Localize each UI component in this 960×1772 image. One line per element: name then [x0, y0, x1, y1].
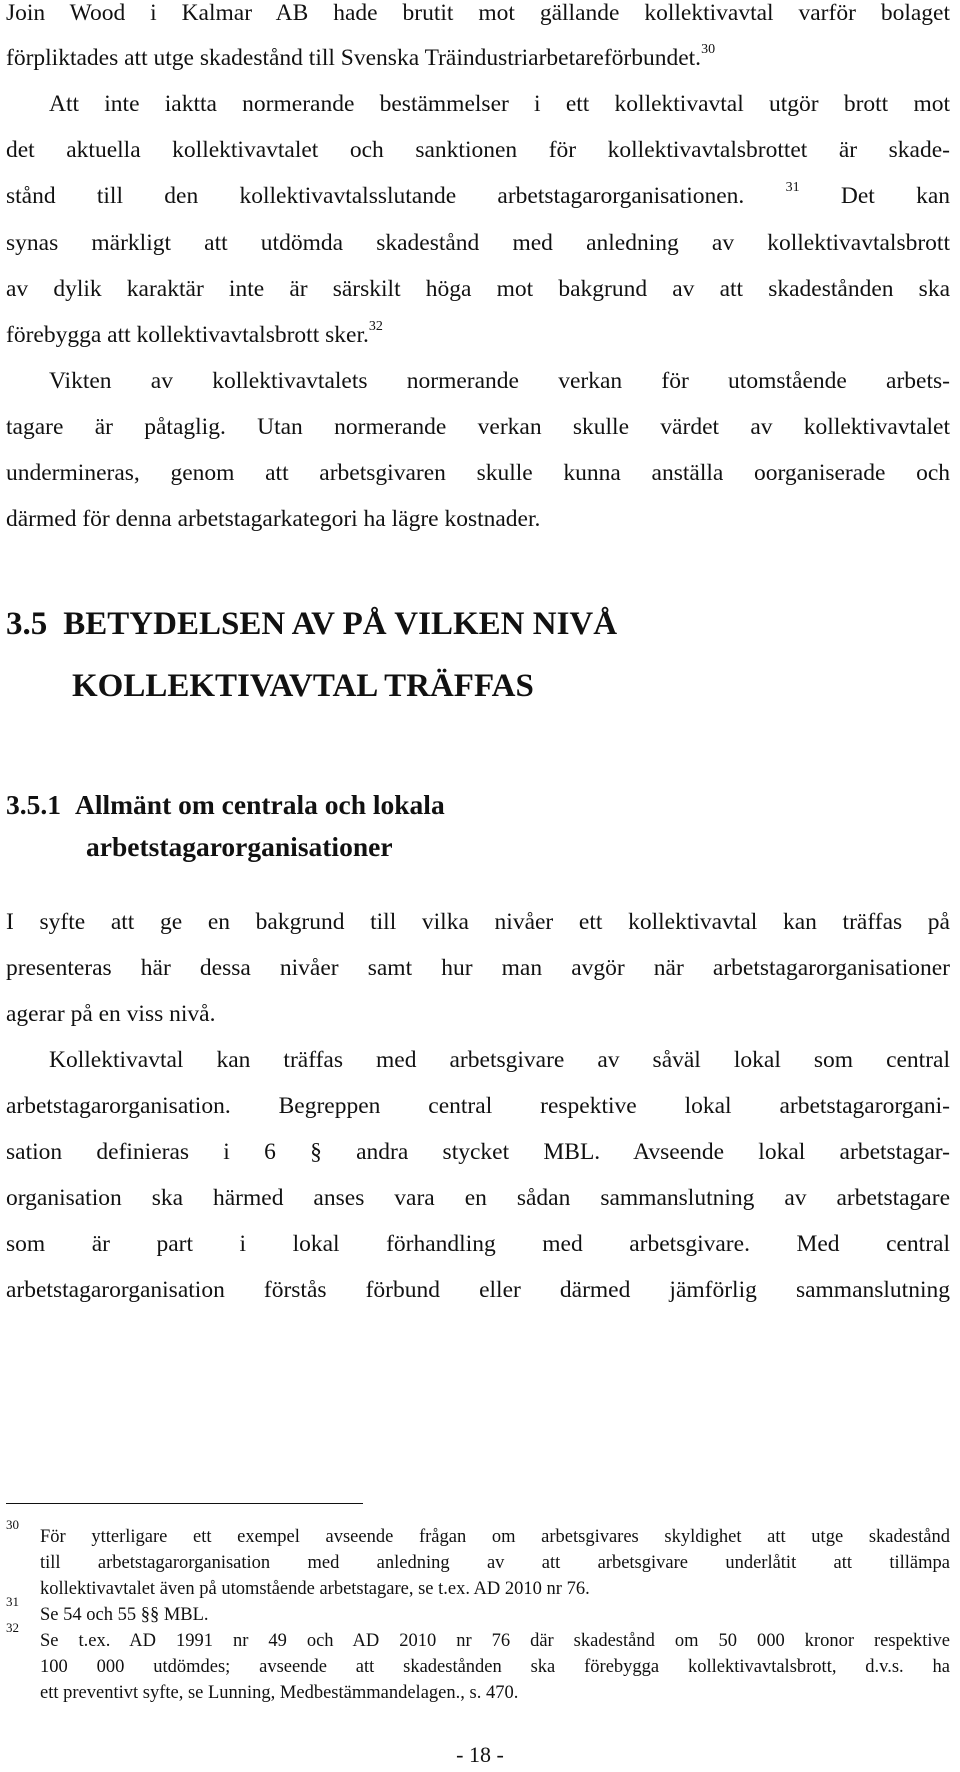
footnote-31-line-1: Se 54 och 55 §§ MBL. — [40, 1605, 209, 1625]
section-heading — [6, 604, 617, 644]
para3-line-1: Vikten av kollektivavtalets normerande verkan för utomstående arbets- — [49, 368, 950, 394]
para5-line-2: arbetstagarorganisation. Begreppen central respektive lokal arbetstagarorgani- — [6, 1093, 950, 1119]
footnote-number-30: 30 — [6, 1517, 19, 1532]
para2-line-6: förebygga att kollektivavtalsbrott sker.$^{32}$ — [6, 319, 383, 348]
para3-line-4: därmed för denna arbetstagarkategori ha lägre kostnader. — [6, 506, 541, 532]
footnote-30-line-3: kollektivavtalet även på utomstående arbetstagare, se t.ex. AD 2010 nr 76. — [40, 1579, 590, 1599]
footnote-32-line-3: ett preventivt syfte, se Lunning, Medbestämmandelagen., s. 470. — [40, 1683, 519, 1703]
footnote-30-line-2: till arbetstagarorganisation med anledning av att arbetsgivare underlåtit att tillämpa — [40, 1553, 950, 1573]
footnote-30-line-1: För ytterligare ett exempel avseende frågan om arbetsgivares skyldighet att utge skadestånd — [40, 1527, 950, 1547]
intro-line-1: Join Wood i Kalmar AB hade brutit mot gällande kollektivavtal varför bolaget — [6, 0, 950, 26]
subsection-title-line-1: Allmänt om centrala och lokala — [75, 789, 445, 820]
para2-line-2: det aktuella kollektivavtalet och sanktionen för kollektivavtalsbrottet är skade- — [6, 137, 950, 163]
para4-line-1: I syfte att ge en bakgrund till vilka nivåer ett kollektivavtal kan träffas på — [6, 909, 950, 935]
para5-line-1: Kollektivavtal kan träffas med arbetsgivare av såväl lokal som central — [49, 1047, 950, 1073]
para5-line-5: som är part i lokal förhandling med arbetsgivare. Med central — [6, 1231, 950, 1257]
para2-line-1: Att inte iaktta normerande bestämmelser i ett kollektivavtal utgör brott mot — [49, 91, 950, 117]
intro-line-2: förpliktades att utge skadestånd till Svenska Träindustriarbetareförbundet.$^{30}$ — [6, 42, 716, 71]
subsection-number: 3.5.1 — [6, 789, 61, 820]
footnote-number-31: 31 — [6, 1594, 19, 1609]
para4-line-2: presenteras här dessa nivåer samt hur man avgör när arbetstagarorganisationer — [6, 955, 950, 981]
para5-line-3: sation definieras i 6 § andra stycket MBL. Avseende lokal arbetstagar- — [6, 1139, 950, 1165]
footnote-separator — [6, 1503, 363, 1504]
para2-line-5: av dylik karaktär inte är särskilt höga mot bakgrund av att skadestånden ska — [6, 276, 950, 302]
footnote-number-32: 32 — [6, 1620, 19, 1635]
para3-line-3: undermineras, genom att arbetsgivaren skulle kunna anställa oorganiserade och — [6, 460, 950, 486]
page-number: - 18 - — [456, 1742, 504, 1767]
para5-line-4: organisation ska härmed anses vara en sådan sammanslutning av arbetstagare — [6, 1185, 950, 1211]
subsection-heading — [6, 788, 445, 822]
section-number: 3.5 — [6, 606, 48, 642]
subsection-title-line-2: arbetstagarorganisationer — [86, 831, 393, 862]
para5-line-6: arbetstagarorganisation förstås förbund eller därmed jämförlig sammanslutning — [6, 1277, 950, 1303]
section-title-line-1: BETYDELSEN AV PÅ VILKEN NIVÅ — [63, 606, 618, 642]
footnote-32-line-2: 100 000 utdömdes; avseende att skadestånden ska förebygga kollektivavtalsbrott, d.v.s. ha — [40, 1657, 950, 1677]
para2-line-3: stånd till den kollektivavtalsslutande arbetstagarorganisationen. $^{31}$ Det kan — [6, 180, 951, 209]
footnote-ref-31[interactable]: 31 — [785, 180, 800, 195]
footnote-ref-32[interactable]: 32 — [368, 319, 383, 334]
footnote-32-line-1: Se t.ex. AD 1991 nr 49 och AD 2010 nr 76 där skadestånd om 50 000 kronor respektive — [40, 1631, 950, 1651]
para4-line-3: agerar på en viss nivå. — [6, 1001, 216, 1027]
section-title-line-2: KOLLEKTIVAVTAL TRÄFFAS — [72, 668, 534, 704]
para3-line-2: tagare är påtaglig. Utan normerande verkan skulle värdet av kollektivavtalet — [6, 414, 950, 440]
footnote-ref-30[interactable]: 30 — [701, 42, 716, 57]
para2-line-4: synas märkligt att utdömda skadestånd med anledning av kollektivavtalsbrott — [6, 230, 950, 256]
